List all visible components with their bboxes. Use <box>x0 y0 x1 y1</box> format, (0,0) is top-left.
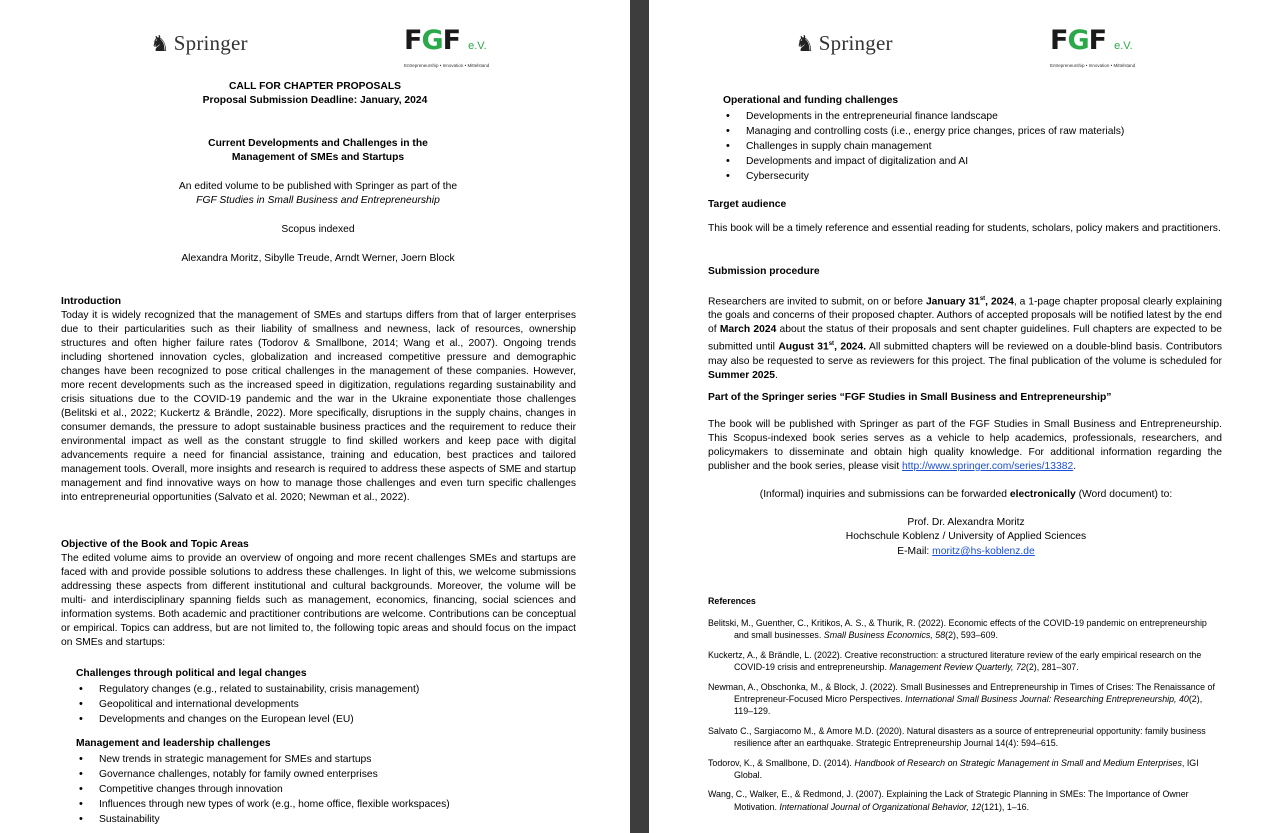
contact-org: Hochschule Koblenz / University of Applied Sciences <box>845 531 1087 542</box>
book-title-line-1: Current Developments and Challenges in the <box>208 138 428 149</box>
reference-item: Wang, C., Walker, E., & Redmond, J. (2007). Explaining the Lack of Strategic Planning in SMEs: The Importance of Owner Motivation. International Journal of Organizational Behavior, 12(121), 1–16. <box>708 789 1189 812</box>
scopus-note: Scopus indexed <box>281 224 355 235</box>
list-item: • Influences through new types of work (e.g., home office, flexible workspaces) <box>76 797 576 812</box>
deadline-year: , 2024 <box>985 296 1014 308</box>
operational-heading: Operational and funding challenges <box>723 95 899 106</box>
contact-name: Prof. Dr. Alexandra Moritz <box>907 517 1025 528</box>
series-heading: Part of the Springer series “FGF Studies in Small Business and Entrepreneurship” <box>708 392 1112 403</box>
full-chapter-date: August 31 <box>778 341 829 353</box>
list-item: • Developments and impact of digitalization and AI <box>723 154 1223 169</box>
procedure-text: Researchers are invited to submit, on or before <box>708 296 926 308</box>
ordinal-suffix: st <box>979 296 986 302</box>
political-heading: Challenges through political and legal changes <box>76 668 307 679</box>
procedure-text: , a 1-page chapter proposal clearly explaining the goals and concerns of their proposed chapter. Authors of accepted proposals will be notified latest by the end of <box>708 296 1222 336</box>
reference-item: Belitski, M., Guenther, C., Kritikos, A. S., & Thurik, R. (2022). Economic effects of the COVID-19 pandemic on entrepreneurship and small businesses. Small Business Economics, 58(2), 593–609. <box>708 618 1207 641</box>
list-item: • Developments and changes on the European level (EU) <box>76 712 576 727</box>
fgf-logo: F G F e.V. Entrepreneurship • Innovation • Mittelstand <box>404 25 490 68</box>
document-page-1 <box>0 0 630 833</box>
inquiry-text: (Informal) inquiries and submissions can be forwarded <box>759 489 1010 500</box>
series-name: FGF Studies in Small Business and Entrepreneurship <box>196 195 440 206</box>
horse-head-icon: ♞ <box>150 30 170 56</box>
inquiry-bold: electronically <box>1009 489 1076 500</box>
management-list <box>76 752 576 827</box>
reference-item: Todorov, K., & Smallbone, D. (2014). Handbook of Research on Strategic Management in Small and Medium Enterprises, IGI Global. <box>708 757 1199 781</box>
audience-heading: Target audience <box>708 199 787 210</box>
list-item: • Geopolitical and international developments <box>76 697 576 712</box>
springer-logo-text: Springer <box>173 31 248 55</box>
list-item: • Developments in the entrepreneurial finance landscape <box>723 109 1223 124</box>
procedure-text: All submitted chapters will be reviewed on a double-blind basis. Contributors may also be requested to serve as reviewers for this project. The final publication of the volume is scheduled for <box>708 341 1222 367</box>
operational-list <box>723 109 1223 184</box>
fgf-tagline: Entrepreneurship • Innovation • Mittelstand <box>1050 63 1136 68</box>
list-item: • New trends in strategic management for SMEs and startups <box>76 752 576 767</box>
fgf-tagline: Entrepreneurship • Innovation • Mittelstand <box>404 63 490 68</box>
series-paragraph <box>708 418 1222 474</box>
list-item: • Managing and controlling costs (i.e., energy price changes, prices of raw materials) <box>723 124 1223 139</box>
page-divider <box>630 0 649 833</box>
volume-line: An edited volume to be published with Springer as part of the <box>178 181 458 192</box>
procedure-text: about the status of their proposals and sent chapter guidelines. Full chapters are expected to be submitted until <box>708 324 1222 353</box>
inquiry-line <box>649 488 1283 502</box>
references-heading: References <box>708 596 756 606</box>
list-item: • Challenges in supply chain management <box>723 139 1223 154</box>
email-link[interactable]: moritz@hs-koblenz.de <box>932 546 1035 557</box>
audience-paragraph: This book will be a timely reference and essential reading for students, scholars, policy makers and practitioners. <box>708 223 1221 234</box>
inquiry-text: (Word document) to: <box>1075 489 1173 500</box>
reference-item: Kuckertz, A., & Brändle, L. (2022). Creative reconstruction: a structured literature review of the early empirical research on the COVID-19 crisis and entrepreneurship. Management Review Quarterly, 72(2), 281–307. <box>708 649 1202 673</box>
springer-logo <box>795 31 893 56</box>
notification-date: March 2024 <box>719 324 777 336</box>
series-text: The book will be published with Springer as part of the FGF Studies in Small Business and Entrepreneurship. This Scopus-indexed book series serves as a vehicle to help academics, professionals, researchers, and policymakers to disseminate and obtain high quality knowledge. For additional information regarding the publisher and the book series, please visit <box>708 419 1222 472</box>
full-chapter-year: , 2024. <box>834 341 867 353</box>
list-item: • Governance challenges, notably for family owned enterprises <box>76 767 576 782</box>
procedure-heading: Submission procedure <box>708 266 820 277</box>
deadline-date: January 31 <box>925 296 980 308</box>
springer-logo <box>150 31 248 56</box>
references-list <box>708 617 1218 820</box>
deadline: Proposal Submission Deadline: January, 2024 <box>202 95 428 106</box>
editors: Alexandra Moritz, Sibylle Treude, Arndt Werner, Joern Block <box>181 253 455 264</box>
reference-item: Salvato C., Sargiacomo M., & Amore M.D. (2020). Natural disasters as a source of entrepreneurial opportunity: family business resilience after an earthquake. Strategic Entrepreneurship Journal 14(4): 594–615. <box>708 725 1206 749</box>
list-item: • Competitive changes through innovation <box>76 782 576 797</box>
list-item: • Sustainability <box>76 812 576 827</box>
list-item: • Cybersecurity <box>723 169 1223 184</box>
list-item: • Regulatory changes (e.g., related to sustainability, crisis management) <box>76 682 576 697</box>
ordinal-suffix: st <box>828 341 835 348</box>
publication-date: Summer 2025 <box>708 369 775 381</box>
call-title: CALL FOR CHAPTER PROPOSALS <box>228 81 401 92</box>
contact-email-line <box>649 545 1283 559</box>
intro-paragraph: Today it is widely recognized that the management of SMEs and startups differs from that of larger enterprises due to their particularities such as their liability of smallness and newness, lack of resources, ownership structures and often higher failure rates (Todorov & Smallbone, 2014; Wang et al., 2007). Ongoing trends including shortened innovation cycles, globalization and increased competitive pressure and demographic changes have been recognized to pose critical challenges in the management of these companies. However, more recent developments such as the increased speed in digitization, regulations regarding sustainability and crisis situations due to the COVID-19 pandemic and the war in the Ukraine exponentiate those challenges (Belitski et al., 2022; Kuckertz & Brändle, 2022). More specifically, disruptions in the supply chains, changes in consumer demands, the pressure to adopt sustainable business practices and the requirement to reduce their environmental impact as well as the constant struggle to find skilled workers and keep pace with digital advancements require a need for financial assistance, training and education, best practices and tailored management tools. Overall, more insights and research is required to address these aspects of SME and startup management and find innovative ways on how to manage those challenges and even turn specific challenges into entrepreneurial opportunities (Salvato et al. 2020; Newman et al., 2022). <box>61 310 576 503</box>
fgf-logo: F G F e.V. Entrepreneurship • Innovation • Mittelstand <box>1050 25 1136 68</box>
series-link[interactable]: http://www.springer.com/series/13382 <box>902 461 1074 472</box>
fgf-logo-ev: e.V. <box>1114 40 1133 52</box>
series-text-end: . <box>1073 461 1077 472</box>
springer-logo-text: Springer <box>818 31 893 55</box>
fgf-logo-ev: e.V. <box>468 40 487 52</box>
book-title-line-2: Management of SMEs and Startups <box>231 152 405 163</box>
management-heading: Management and leadership challenges <box>76 738 271 749</box>
procedure-text: . <box>774 369 778 381</box>
procedure-paragraph <box>708 292 1222 383</box>
email-label: E-Mail: <box>897 546 933 557</box>
reference-item: Newman, A., Obschonka, M., & Block, J. (2022). Small Businesses and Entrepreneurship in Times of Crises: The Renaissance of Entrepreneur-Focused Micro Perspectives. International Small Business Journal: Researching Entrepreneurship, 40(2), 119–129. <box>708 681 1215 717</box>
horse-head-icon: ♞ <box>795 30 815 56</box>
document-page-2 <box>649 0 1283 833</box>
fgf-logo-g: G <box>421 25 443 56</box>
political-list <box>76 682 576 727</box>
intro-heading: Introduction <box>61 296 122 307</box>
objective-paragraph: The edited volume aims to provide an overview of ongoing and more recent challenges SMEs and startups are faced with and provide possible solutions to address these challenges. In light of this, we welcome submissions addressing these aspects from different institutional and cultural backgrounds. Moreover, the volume will be multi- and interdisciplinary spanning fields such as management, economics, financing, social sciences and information systems. Both academic and practitioner contributions are welcome. Contributions can be conceptual or empirical. Topics can address, but are not limited to, the following topic areas and should focus on the impact on SMEs and startups: <box>61 553 576 648</box>
objective-heading: Objective of the Book and Topic Areas <box>61 539 249 550</box>
fgf-logo-g: G <box>1067 25 1089 56</box>
